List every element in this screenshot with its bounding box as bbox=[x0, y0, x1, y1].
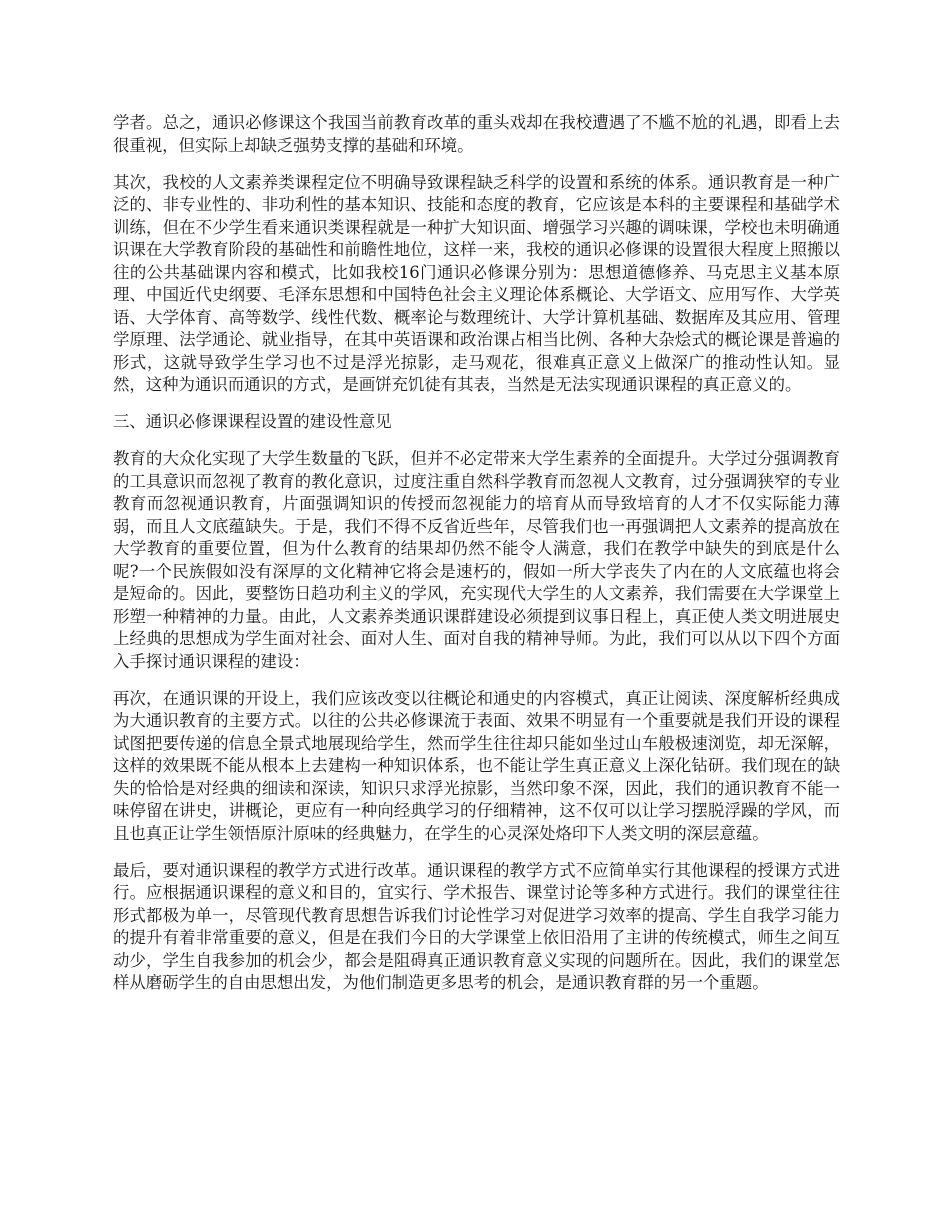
paragraph-section-intro: 教育的大众化实现了大学生数量的飞跃，但并不必定带来大学生素养的全面提升。大学过分强调教育的工具意识而忽视了教育的教化意识，过度注重自然科学教育而忽视人文教育，过分强调狭窄的专业教育而忽视通识教育，片面强调知识的传授而忽视能力的培育从而导致培育的人才不仅实际能力薄弱，而且人文底蕴缺失。于是，我们不得不反省近些年，尽管我们也一再强调把人文素养的提高放在大学教育的重要位置，但为什么教育的结果却仍然不能令人满意，我们在教学中缺失的到底是什么呢?一个民族假如没有深厚的文化精神它将会是速朽的，假如一所大学丧失了内在的人文底蕴也将会是短命的。因此，要整饬日趋功利主义的学风，充实现代大学生的人文素养，我们需要在大学课堂上形塑一种精神的力量。由此，人文素养类通识课群建设必须提到议事日程上，真正使人类文明进展史上经典的思想成为学生面对社会、面对人生、面对自我的精神导师。为此，我们可以从以下四个方面入手探讨通识课程的建设： bbox=[113, 449, 840, 671]
section-heading: 三、通识必修课课程设置的建设性意见 bbox=[113, 412, 392, 431]
paragraph-intro-conclusion: 学者。总之，通识必修课这个我国当前教育改革的重头戏却在我校遭遇了不尴不尬的礼遇，即看上去很重视，但实际上却缺乏强势支撑的基础和环境。 bbox=[113, 113, 840, 155]
paragraph-second-point: 其次，我校的人文素养类课程定位不明确导致课程缺乏科学的设置和系统的体系。通识教育是一种广泛的、非专业性的、非功利性的基本知识、技能和态度的教育，它应该是本科的主要课程和基础学术训练，但在不少学生看来通识类课程就是一种扩大知识面、增强学习兴趣的调味课，学校也未明确通识课在大学教育阶段的基础性和前瞻性地位，这样一来，我校的通识必修课的设置很大程度上照搬以往的公共基础课内容和模式，比如我校16门通识必修课分别为：思想道德修养、马克思主义基本原理、中国近代史纲要、毛泽东思想和中国特色社会主义理论体系概论、大学语文、应用写作、大学英语、大学体育、高等数学、线性代数、概率论与数理统计、大学计算机基础、数据库及其应用、管理学原理、法学通论、就业指导，在其中英语课和政治课占相当比例、各种大杂烩式的概论课是普遍的形式，这就导致学生学习也不过是浮光掠影，走马观花，很难真正意义上做深广的推动性认知。显然，这种为通识而通识的方式，是画饼充饥徒有其表，当然是无法实现通识课程的真正意义的。 bbox=[113, 172, 840, 394]
paragraph-final-point: 最后，要对通识课程的教学方式进行改革。通识课程的教学方式不应简单实行其他课程的授课方式进行。应根据通识课程的意义和目的，宜实行、学术报告、课堂讨论等多种方式进行。我们的课堂往往形式都极为单一，尽管现代教育思想告诉我们讨论性学习对促进学习效率的提高、学生自我学习能力的提升有着非常重要的意义，但是在我们今日的大学课堂上依旧沿用了主讲的传统模式，师生之间互动少，学生自我参加的机会少，都会是阻碍真正通识教育意义实现的问题所在。因此，我们的课堂怎样从磨砺学生的自由思想出发，为他们制造更多思考的机会，是通识教育群的另一个重题。 bbox=[113, 860, 840, 992]
paragraph-third-point: 再次，在通识课的开设上，我们应该改变以往概论和通史的内容模式，真正让阅读、深度解析经典成为大通识教育的主要方式。以往的公共必修课流于表面、效果不明显有一个重要就是我们开设的课程试图把要传递的信息全景式地展现给学生，然而学生往往却只能如坐过山车般极速浏览，却无深解，这样的效果既不能从根本上去建构一种知识体系，也不能让学生真正意义上深化钻研。我们现在的缺失的恰恰是对经典的细读和深读，知识只求浮光掠影，当然印象不深，因此，我们的通识教育不能一味停留在讲史，讲概论，更应有一种向经典学习的仔细精神，这不仅可以让学习摆脱浮躁的学风，而且也真正让学生领悟原汁原味的经典魅力，在学生的心灵深处烙印下人类文明的深层意蕴。 bbox=[113, 688, 840, 843]
document-page bbox=[113, 112, 840, 1009]
